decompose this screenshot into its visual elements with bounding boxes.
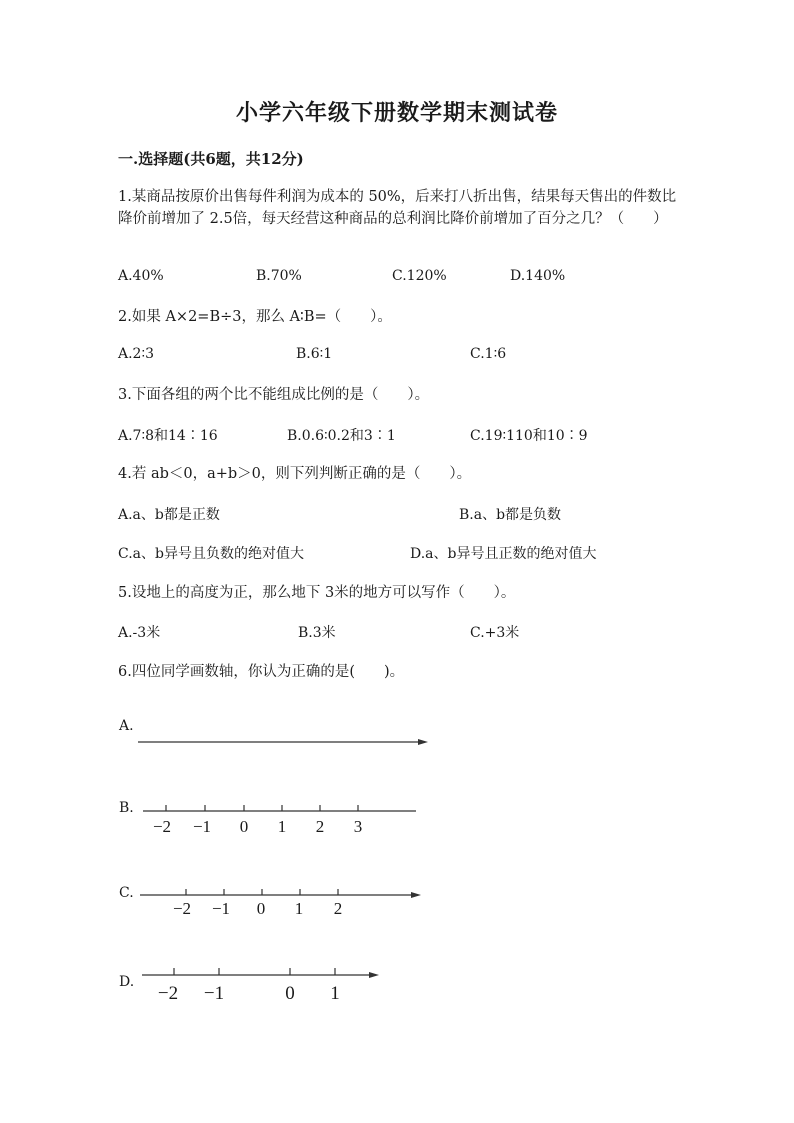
- number-line-a-label: A.: [119, 718, 134, 734]
- q4-option-c: C.a、b异号且负数的绝对值大: [118, 546, 304, 562]
- section-title: 一.选择题(共6题，共12分): [118, 150, 304, 168]
- tick-label: 2: [333, 899, 343, 918]
- question-6-text: 6.四位同学画数轴，你认为正确的是( )。: [118, 664, 405, 680]
- number-line-c-label: C.: [119, 885, 134, 901]
- question-3-text: 3.下面各组的两个比不能组成比例的是（ ）。: [118, 387, 430, 403]
- number-line-c: [0, 884, 794, 924]
- q4-option-b: B.a、b都是负数: [459, 507, 562, 523]
- q5-option-a: A.-3米: [118, 625, 161, 641]
- q2-option-a: A.2∶3: [118, 346, 155, 362]
- q3-option-b: B.0.6∶0.2和3∶1: [287, 428, 396, 444]
- q3-option-a: A.7∶8和14∶16: [118, 428, 218, 444]
- tick-label: 1: [294, 899, 304, 918]
- question-1-text: 1.某商品按原价出售每件利润为成本的 50%，后来打八折出售，结果每天售出的件数比降价前增加了 2.5倍，每天经营这种商品的总利润比降价前增加了百分之几？（ ）: [118, 189, 677, 227]
- tick-label: −2: [172, 899, 192, 918]
- q1-option-d: D.140%: [510, 268, 566, 284]
- tick-label: 0: [256, 899, 266, 918]
- number-line-d: [0, 964, 794, 1008]
- tick-label: −2: [152, 817, 172, 836]
- tick-label: −1: [192, 817, 212, 836]
- number-line-d-label: D.: [119, 974, 135, 990]
- question-5-text: 5.设地上的高度为正，那么地下 3米的地方可以写作（ ）。: [118, 585, 516, 601]
- q3-option-c: C.19∶110和10∶9: [470, 428, 588, 444]
- q1-option-a: A.40%: [118, 268, 164, 284]
- page-title: 小学六年级下册数学期末测试卷: [235, 100, 558, 126]
- q5-option-c: C.+3米: [470, 625, 520, 641]
- question-2-text: 2.如果 A×2=B÷3，那么 A∶B=（ ）。: [118, 309, 392, 325]
- tick-label: 3: [353, 817, 363, 836]
- tick-label: 1: [277, 817, 287, 836]
- q5-option-b: B.3米: [298, 625, 336, 641]
- tick-label: −2: [157, 983, 179, 1004]
- q1-option-b: B.70%: [256, 268, 302, 284]
- q2-option-b: B.6∶1: [296, 346, 333, 362]
- q1-option-c: C.120%: [392, 268, 447, 284]
- tick-label: 1: [330, 983, 340, 1004]
- number-line-b-label: B.: [119, 800, 134, 816]
- q4-option-d: D.a、b异号且正数的绝对值大: [410, 546, 597, 562]
- q2-option-c: C.1∶6: [470, 346, 507, 362]
- number-line-b: [0, 800, 794, 840]
- tick-label: 2: [315, 817, 325, 836]
- tick-label: 0: [239, 817, 249, 836]
- tick-label: −1: [211, 899, 231, 918]
- tick-label: −1: [203, 983, 225, 1004]
- number-line-a: [0, 734, 794, 754]
- question-4-text: 4.若 ab＜0，a+b＞0，则下列判断正确的是（ ）。: [118, 466, 472, 482]
- tick-label: 0: [285, 983, 295, 1004]
- q4-option-a: A.a、b都是正数: [118, 507, 220, 523]
